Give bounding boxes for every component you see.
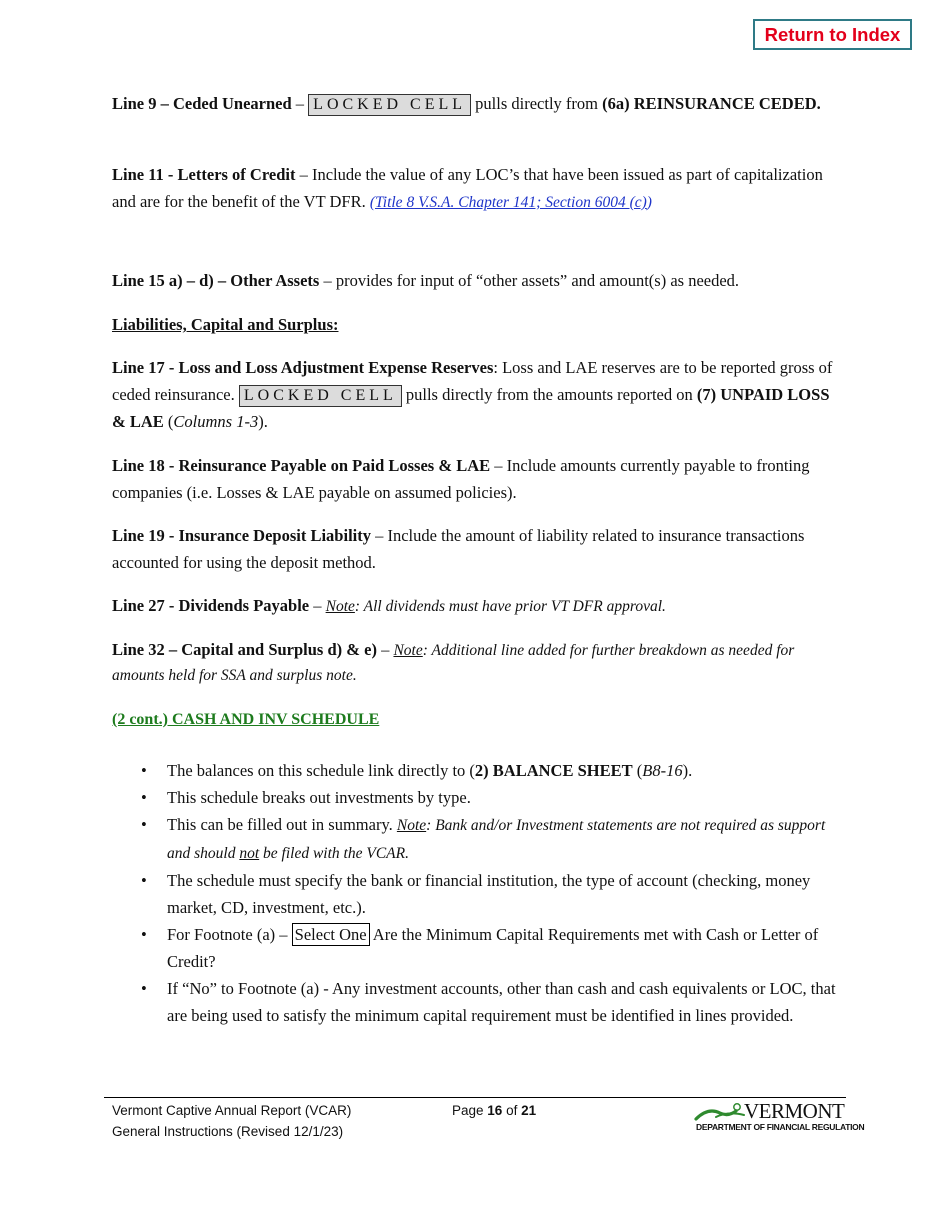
page-label: Page [452,1103,488,1118]
page-of: of [502,1103,522,1118]
list-item [167,784,847,811]
b3-note: Note [396,817,427,834]
line17-paragraph [112,354,834,435]
footer-doc-subtitle: General Instructions (Revised 12/1/23) [112,1124,344,1139]
page-current: 16 [487,1103,503,1118]
line9-title: Line 9 – Ceded Unearned [112,94,292,113]
line32-note: Note [393,642,423,659]
b1-pre: The balances on this schedule link directly to ( [167,761,475,780]
line19-paragraph [112,522,834,576]
footer-doc-title: Vermont Captive Annual Report (VCAR) [112,1103,352,1118]
line17-ref: (7) UNPAID LOSS & LAE [112,385,830,431]
line27-note: Note [325,598,355,615]
cash-inv-bullet-list [167,757,847,1029]
line11-link-close: ) [646,194,652,211]
vermont-dfr-logo [694,1099,865,1135]
line27-dash: – [309,596,326,615]
cash-inv-schedule-heading-text: (2 cont.) CASH AND INV SCHEDULE [112,711,380,728]
line27-note-text: : All dividends must have prior VT DFR approval. [354,598,666,615]
line32-dash: – [376,640,394,659]
footer-page-number [452,1100,536,1121]
b5-post: Are the Minimum Capital Requirements met with Cash or Letter of Credit? [167,925,819,971]
b4-text: The schedule must specify the bank or financial institution, the type of account (checking, money market, CD, investment, etc.). [167,871,811,917]
line19-title: Line 19 - Insurance Deposit Liability [112,526,371,545]
b1-mid: ( [632,761,643,780]
line15-paragraph [112,267,834,294]
line17-text2: pulls directly from the amounts reported on [401,385,697,404]
line18-paragraph [112,452,834,506]
line17-text3: ( [163,412,174,431]
line11-title: Line 11 - Letters of Credit [112,165,296,184]
line32-paragraph [112,638,834,688]
list-item [167,811,847,867]
line15-text: – provides for input of “other assets” and amount(s) as needed. [319,271,740,290]
line17-locked-cell: LOCKED CELL [239,385,402,407]
b3-italic1: : Bank and/or Investment statements are not required as support and should [167,817,826,862]
b5-pre: For Footnote (a) – [167,925,292,944]
liabilities-heading-text: Liabilities, Capital and Surplus: [112,315,339,334]
footer-divider [104,1097,846,1098]
line11-link-open: ( [369,194,375,211]
b3-not: not [239,845,260,862]
b1-italic: B8-16 [642,761,683,780]
line18-text: – Include amounts currently payable to fronting companies (i.e. Losses & LAE payable on assumed policies). [112,456,810,502]
line9-text: pulls directly from [471,94,603,113]
line19-text: – Include the amount of liability related to insurance transactions accounted for using the deposit method. [112,526,805,572]
line18-title: Line 18 - Reinsurance Payable on Paid Losses & LAE [112,456,491,475]
line9-dash: – [291,94,309,113]
line17-title: Line 17 - Loss and Loss Adjustment Expense Reserves [112,358,494,377]
return-to-index-button[interactable]: Return to Index [753,19,912,50]
list-item [167,921,847,975]
logo-dept: DEPARTMENT OF FINANCIAL REGULATION [696,1122,865,1132]
b6-text: If “No” to Footnote (a) - Any investment accounts, other than cash and cash equivalents or LOC, that are being used to satisfy the minimum capital requirement must be identified in lines provided. [167,979,836,1025]
line9-ref: (6a) REINSURANCE CEDED. [602,94,821,113]
line17-text1: : Loss and LAE reserves are to be reported gross of ceded reinsurance. [112,358,833,404]
cash-inv-schedule-heading [112,705,834,733]
line32-title: Line 32 – Capital and Surplus d) & e) [112,640,377,659]
line27-title: Line 27 - Dividends Payable [112,596,310,615]
line9-locked-cell: LOCKED CELL [308,94,471,116]
line11-paragraph [112,161,834,216]
list-item [167,975,847,1029]
b1-ref: 2) BALANCE SHEET [474,761,633,780]
line11-text: – Include the value of any LOC’s that have been issued as part of capitalization and are for the benefit of the VT DFR. [112,165,823,211]
line17-text4: ). [258,412,268,431]
footnote-select[interactable]: Select One [292,923,370,946]
list-item [167,867,847,921]
line15-title: Line 15 a) – d) – Other Assets [112,271,320,290]
line27-paragraph [112,592,834,620]
b3-pre: This can be filled out in summary. [167,815,397,834]
footer-doc-info [112,1100,351,1142]
page-total: 21 [521,1103,537,1118]
liabilities-heading [112,311,834,338]
list-item [167,757,847,784]
line9-paragraph [112,90,834,117]
b3-italic2: be filed with the VCAR. [259,845,409,862]
b2-text: This schedule breaks out investments by type. [167,788,471,807]
b1-post: ). [682,761,693,780]
logo-name: VERMONT [744,1099,845,1123]
line32-note-text: : Additional line added for further breakdown as needed for amounts held for SSA and surplus note. [112,642,795,684]
statute-link[interactable]: Title 8 V.S.A. Chapter 141; Section 6004 (c) [375,194,647,211]
line17-cols: Columns 1-3 [173,412,259,431]
